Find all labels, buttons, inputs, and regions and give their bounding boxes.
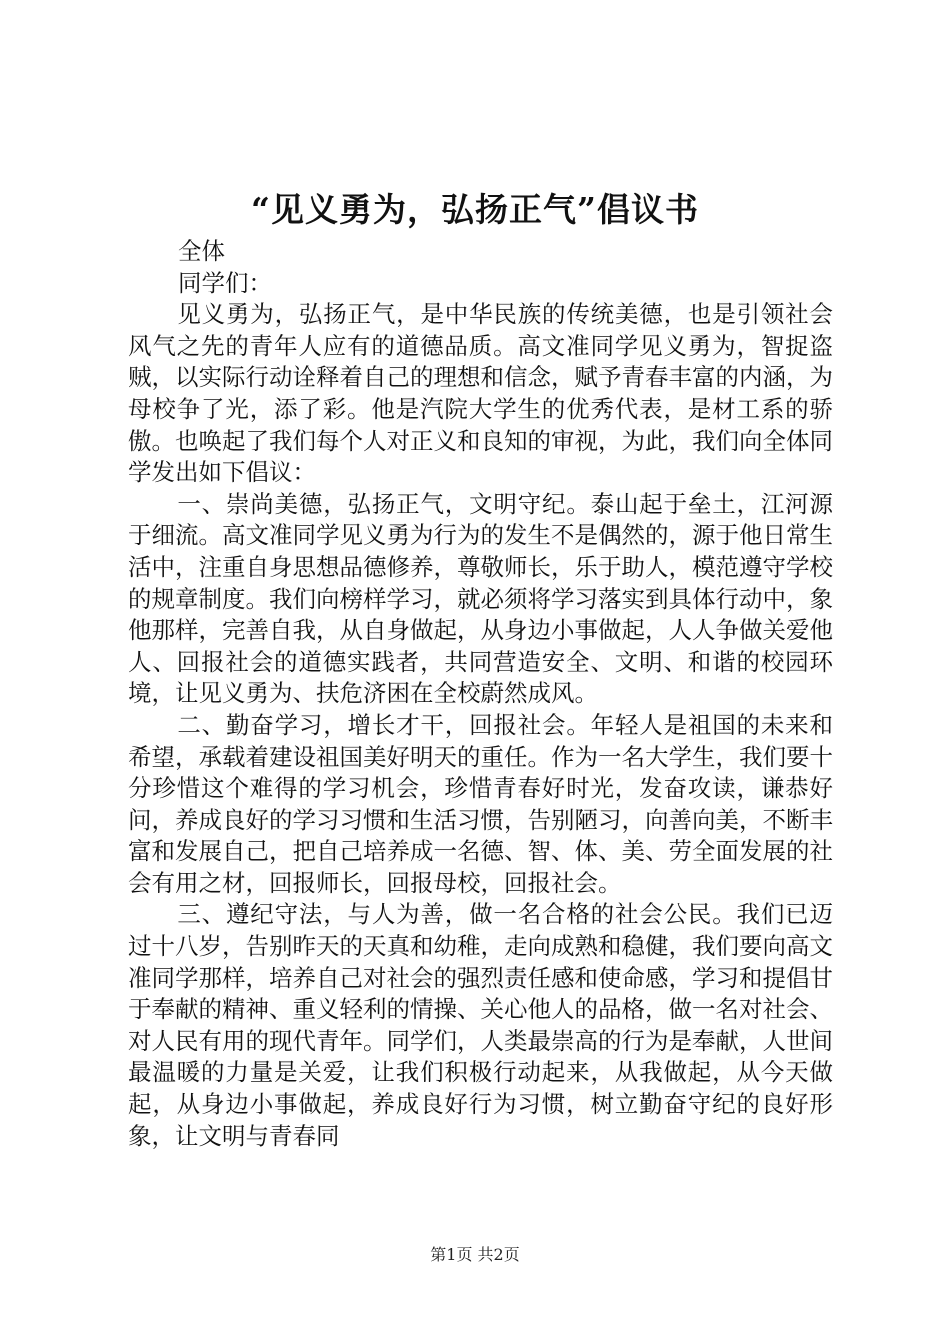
paragraph-proposal-3: 三、遵纪守法，与人为善，做一名合格的社会公民。我们已迈过十八岁，告别昨天的天真和幼稚，走向成熟和稳健，我们要向高文准同学那样，培养自己对社会的强烈责任感和使命感，学习和提倡甘于奉献的精神、重义轻利的情操、关心他人的品格，做一名对社会、对人民有用的现代青年。同学们，人类最崇高的行为是奉献，人世间最温暖的力量是关爱，让我们积极行动起来，从我做起，从今天做起，从身边小事做起，养成良好行为习惯，树立勤奋守纪的良好形象，让文明与青春同 [128, 900, 833, 1150]
paragraph-proposal-1: 一、崇尚美德，弘扬正气，文明守纪。泰山起于垒土，江河源于细流。高文准同学见义勇为行为的发生不是偶然的，源于他日常生活中，注重自身思想品德修养，尊敬师长，乐于助人，模范遵守学校的规章制度。我们向榜样学习，就必须将学习落实到具体行动中，象他那样，完善自我，从自身做起，从身边小事做起，人人争做关爱他人、回报社会的道德实践者，共同营造安全、文明、和谐的校园环境，让见义勇为、扶危济困在全校蔚然成风。 [128, 489, 833, 708]
document-title: “见义勇为，弘扬正气”倡议书 [251, 190, 699, 229]
document-body [128, 236, 833, 1152]
paragraph-proposal-2: 二、勤奋学习，增长才干，回报社会。年轻人是祖国的未来和希望，承载着建设祖国美好明天的重任。作为一名大学生，我们要十分珍惜这个难得的学习机会，珍惜青春好时光，发奋攻读，谦恭好问，养成良好的学习习惯和生活习惯，告别陋习，向善向美，不断丰富和发展自己，把自己培养成一名德、智、体、美、劳全面发展的社会有用之材，回报师长，回报母校，回报社会。 [128, 710, 833, 897]
salutation-line-2: 同学们： [178, 268, 272, 297]
salutation-line-1: 全体 [178, 237, 225, 265]
paragraph-intro: 见义勇为，弘扬正气，是中华民族的传统美德，也是引领社会风气之先的青年人应有的道德品质。高文准同学见义勇为，智捉盗贼，以实际行动诠释着自己的理想和信念，赋予青春丰富的内涵，为母校争了光，添了彩。他是汽院大学生的优秀代表，是材工系的骄傲。也唤起了我们每个人对正义和良知的审视，为此，我们向全体同学发出如下倡议： [128, 300, 833, 487]
page-number-footer: 第1页 共2页 [430, 1245, 520, 1264]
